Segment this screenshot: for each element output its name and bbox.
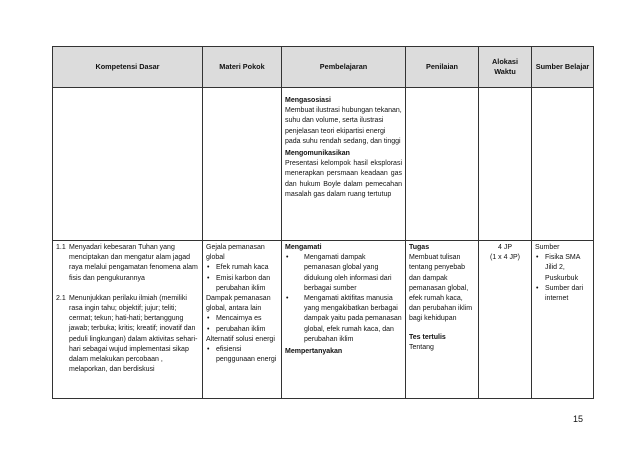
list-item: • Emisi karbon dan perubahan iklim bbox=[206, 274, 278, 294]
activity-text: Membuat ilustrasi hubungan tekanan, suhu dan volume, serta ilustrasi penjelasan teori ekipartisi energi pada suhu rendah sedang, dan tinggi bbox=[285, 107, 402, 145]
cell-sumber bbox=[532, 241, 594, 399]
cell-alokasi-empty bbox=[479, 88, 532, 241]
header-penilaian: Penilaian bbox=[406, 47, 479, 88]
cell-alokasi bbox=[479, 241, 532, 399]
kompetensi-item bbox=[56, 243, 199, 284]
header-materi-pokok: Materi Pokok bbox=[203, 47, 282, 88]
activity-list bbox=[285, 253, 402, 345]
materi-text: Alternatif solusi energi bbox=[206, 335, 275, 343]
cell-sumber-empty bbox=[532, 88, 594, 241]
sumber-intro: Sumber bbox=[535, 244, 560, 251]
assessment-heading: Tugas bbox=[409, 244, 430, 251]
assessment-text: Tentang bbox=[409, 343, 434, 351]
header-row bbox=[53, 47, 594, 88]
assessment-text: Membuat tulisan tentang penyebab dan dampak pemanasan global, efek rumah kaca, dan perubahan iklim bagi kehidupan bbox=[409, 254, 473, 323]
activity-heading: Mempertanyakan bbox=[285, 348, 343, 356]
materi-list bbox=[206, 314, 278, 334]
header-alokasi-waktu: Alokasi Waktu bbox=[479, 47, 532, 88]
activity-heading: Mengamati bbox=[285, 244, 322, 251]
materi-intro: Gejala pemanasan global bbox=[206, 244, 265, 262]
alokasi-detail: (1 x 4 JP) bbox=[490, 254, 520, 262]
kompetensi-number: 2.1 bbox=[56, 294, 66, 302]
header-kompetensi-dasar: Kompetensi Dasar bbox=[53, 47, 203, 88]
table-row bbox=[53, 241, 594, 399]
kompetensi-item bbox=[56, 294, 199, 376]
materi-list bbox=[206, 263, 278, 294]
cell-pembelajaran bbox=[282, 241, 406, 399]
cell-materi-empty bbox=[203, 88, 282, 241]
list-item: • efisiensi penggunaan energi bbox=[206, 345, 278, 365]
sumber-list bbox=[535, 253, 590, 304]
activity-heading: Mengomunikasikan bbox=[285, 150, 350, 158]
kompetensi-text: Menunjukkan perilaku ilmiah (memiliki rasa ingin tahu; objektif; jujur; teliti; cermat; tekun; hati-hati; bertanggung jawab; terbuka; kritis; kreatif; inovatif dan peduli lingkungan) dalam aktivitas sehari-hari sebagai wujud implementasi sikap dalam melakukan percobaan , melaporkan, dan berdiskusi bbox=[69, 294, 198, 374]
cell-materi bbox=[203, 241, 282, 399]
kompetensi-text: Menyadari kebesaran Tuhan yang menciptakan dan mengatur alam jagad raya melalui pengamatan fenomena alam fisis dan pengukurannya bbox=[69, 244, 198, 282]
header-pembelajaran: Pembelajaran bbox=[282, 47, 406, 88]
list-item: • Efek rumah kaca bbox=[206, 263, 278, 273]
cell-kompetensi bbox=[53, 241, 203, 399]
list-item: • Mengamati aktifitas manusia yang mengakibatkan berbagai dampak yaitu pada pemanasan global, efek rumah kaca, dan perubahan iklim bbox=[285, 294, 402, 345]
cell-penilaian-empty bbox=[406, 88, 479, 241]
list-item: • Sumber dari internet bbox=[535, 284, 590, 304]
kompetensi-number: 1.1 bbox=[56, 244, 66, 251]
syllabus-table bbox=[52, 46, 594, 399]
cell-kompetensi-empty bbox=[53, 88, 203, 241]
cell-penilaian bbox=[406, 241, 479, 399]
list-item: • Fisika SMA Jilid 2, Puskurbuk bbox=[535, 253, 590, 284]
list-item: • Mengamati dampak pemanasan global yang didukung oleh informasi dari berbagai sumber bbox=[285, 253, 402, 294]
materi-list bbox=[206, 345, 278, 365]
cell-pembelajaran bbox=[282, 88, 406, 241]
activity-text: Presentasi kelompok hasil eksplorasi menerapkan persmaan keadaan gas dan hukum Boyle dalam pemecahan masalah gas dalam ruang tertutup bbox=[285, 160, 402, 198]
page-number: 15 bbox=[573, 414, 584, 424]
table-row bbox=[53, 88, 594, 241]
list-item: • Mencairnya es bbox=[206, 314, 278, 324]
alokasi-jp: 4 JP bbox=[497, 244, 512, 251]
materi-text: Dampak pemanasan global, antara lain bbox=[206, 295, 271, 313]
list-item: • perubahan iklim bbox=[206, 325, 278, 335]
activity-heading: Mengasosiasi bbox=[285, 97, 331, 104]
assessment-heading: Tes tertulis bbox=[409, 333, 446, 341]
header-sumber-belajar: Sumber Belajar bbox=[532, 47, 594, 88]
